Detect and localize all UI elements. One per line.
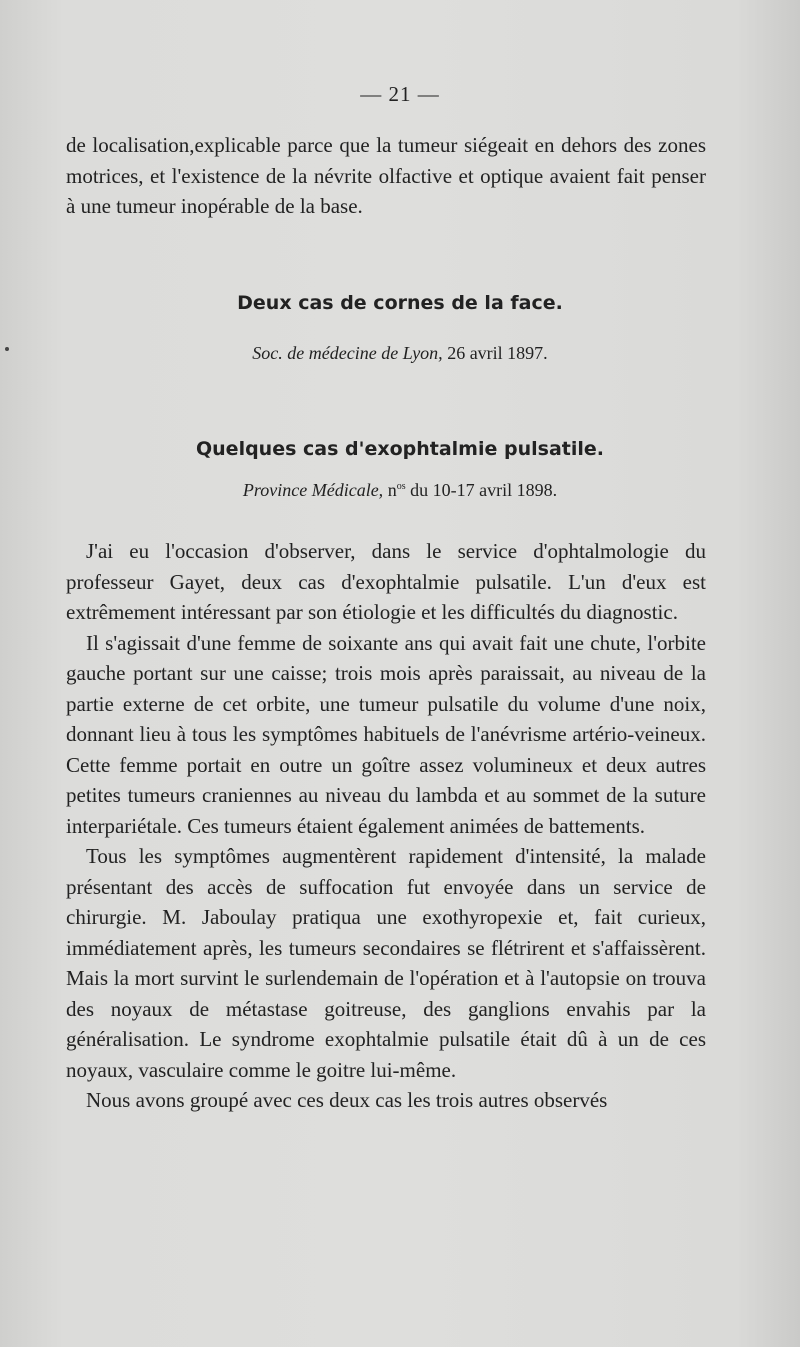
body-paragraph: Tous les symptômes augmentèrent rapidement d'intensité, la malade présentant des accès de suffocation fut envoyée dans un service de chirurgie. M. Jaboulay pratiqua une exothyropexie et, fait curieux, immédiatement après, les tumeurs secondaires se flétrirent et s'affaissèrent. Mais la mort survint le surlendemain de l'opération et à l'autopsie on trouva des noyaux de métastase goitreuse, des ganglions envahis par la généralisation. Le syndrome exophtalmie pulsatile était dû à un de ces noyaux, vasculaire comme le goitre lui-même. [66,844,706,1082]
section-title-cornes: Deux cas de cornes de la face. [237,292,563,314]
intro-text [66,130,706,222]
section-title-exophtalmie: Quelques cas d'exophtalmie pulsatile. [196,438,604,460]
source-issue: n [383,480,397,500]
source-journal: Province Médicale, [242,480,384,500]
body-paragraph: Il s'agissait d'une femme de soixante ans qui avait fait une chute, l'orbite gauche portant sur une caisse; trois mois après paraissait, au niveau de la partie externe de cet orbite, une tumeur pulsatile du volume d'une noix, donnant lieu à tous les symptômes habituels de l'anévrisme artério-veineux. Cette femme portait en outre un goître assez volumineux et deux autres petites tumeurs craniennes au niveau du lambda et au sommet de la suture interpariétale. Ces tumeurs étaient également animées de battements. [66,630,706,838]
section-source-exophtalmie [0,480,800,501]
source-journal: Soc. de médecine de Lyon, [252,343,443,363]
intro-paragraph: de localisation,explicable parce que la tumeur siégeait en dehors des zones motrices, et l'existence de la névrite olfactive et optique avaient fait penser à une tumeur inopérable de la base. [66,133,706,218]
body-paragraph: J'ai eu l'occasion d'observer, dans le service d'ophtalmologie du professeur Gayet, deux cas d'exophtalmie pulsatile. L'un d'eux est extrêmement intéressant par son étiologie et les difficultés du diagnostic. [66,539,706,624]
page-number: — 21 — [360,82,440,106]
body-text [66,536,706,1116]
source-issue-sup: os [396,481,406,492]
section-source-cornes [0,343,800,364]
margin-dot [5,347,9,351]
body-paragraph: Nous avons groupé avec ces deux cas les trois autres observés [86,1088,608,1112]
source-date: 26 avril 1897. [442,343,548,363]
source-date: du 10-17 avril 1898. [405,480,558,500]
